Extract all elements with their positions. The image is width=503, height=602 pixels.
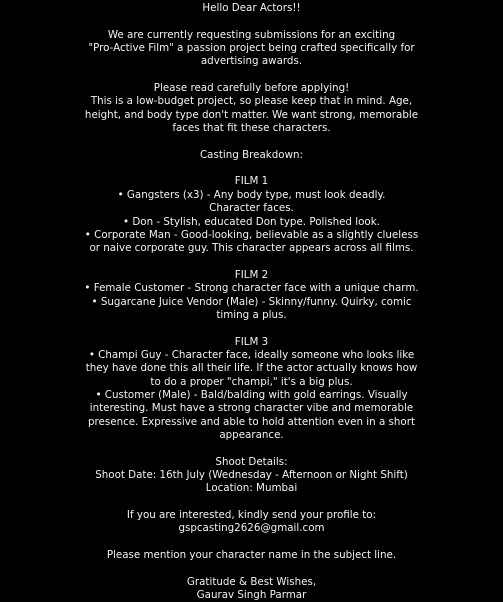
signoff-section bbox=[12, 576, 491, 602]
film-3-line: they have done this all their life. If the actor actually knows how bbox=[85, 362, 418, 375]
spacer bbox=[12, 536, 491, 549]
film-1-line: • Gangsters (x3) - Any body type, must look deadly. bbox=[117, 188, 386, 201]
subject-note: Please mention your character name in the subject line. bbox=[106, 549, 397, 562]
casting-heading: Casting Breakdown: bbox=[199, 148, 304, 161]
film-3-line: • Champi Guy - Character face, ideally someone who looks like bbox=[88, 348, 415, 361]
film-3-title: FILM 3 bbox=[234, 335, 269, 348]
notice-line: height, and body type don't matter. We want strong, memorable bbox=[84, 108, 419, 121]
spacer bbox=[12, 496, 491, 509]
spacer bbox=[12, 442, 491, 455]
shoot-location: Location: Mumbai bbox=[205, 482, 298, 495]
signoff-name: Gaurav Singh Parmar bbox=[196, 589, 307, 602]
film-2-line: timing a plus. bbox=[216, 308, 287, 321]
film-3-line: presence. Expressive and able to hold attention even in a short bbox=[88, 415, 415, 428]
spacer bbox=[12, 135, 491, 148]
spacer bbox=[12, 162, 491, 175]
film-1-line: • Don - Stylish, educated Don type. Polished look. bbox=[123, 215, 380, 228]
spacer bbox=[12, 562, 491, 575]
greeting: Hello Dear Actors!! bbox=[202, 2, 301, 14]
signoff-closing: Gratitude & Best Wishes, bbox=[186, 575, 317, 588]
intro-paragraph bbox=[12, 29, 491, 69]
intro-line: advertising awards. bbox=[200, 55, 303, 68]
notice-line: Please read carefully before applying! bbox=[153, 82, 350, 95]
shoot-details-section bbox=[12, 456, 491, 496]
intro-line: "Pro-Active Film" a passion project being crafted specifically for bbox=[88, 42, 415, 55]
film-2-line: • Female Customer - Strong character face with a unique charm. bbox=[84, 282, 419, 295]
film-1-section bbox=[12, 175, 491, 255]
spacer bbox=[12, 69, 491, 82]
notice-paragraph bbox=[12, 82, 491, 135]
film-2-line: • Sugarcane Juice Vendor (Male) - Skinny/funny. Quirky, comic bbox=[91, 295, 412, 308]
film-3-section bbox=[12, 336, 491, 443]
spacer bbox=[12, 322, 491, 335]
spacer bbox=[12, 15, 491, 28]
film-2-section bbox=[12, 269, 491, 322]
intro-line: We are currently requesting submissions for an exciting bbox=[107, 28, 396, 41]
film-1-title: FILM 1 bbox=[234, 175, 269, 188]
film-1-line: • Corporate Man - Good-looking, believable as a slightly clueless bbox=[84, 228, 419, 241]
notice-line: faces that fit these characters. bbox=[172, 122, 331, 135]
shoot-date: Shoot Date: 16th July (Wednesday - Afternoon or Night Shift) bbox=[95, 469, 408, 482]
film-3-line: appearance. bbox=[219, 429, 284, 441]
film-3-line: • Customer (Male) - Bald/balding with gold earrings. Visually bbox=[95, 388, 408, 401]
film-1-line: or naive corporate guy. This character appears across all films. bbox=[89, 242, 414, 255]
film-1-line: Character faces. bbox=[209, 202, 294, 215]
shoot-heading: Shoot Details: bbox=[215, 455, 288, 468]
film-3-line: to do a proper "champi," it's a big plus. bbox=[150, 375, 353, 388]
contact-email[interactable]: gspcasting2626@gmail.com bbox=[178, 522, 325, 535]
notice-line: This is a low-budget project, so please keep that in mind. Age, bbox=[90, 95, 413, 108]
contact-section bbox=[12, 509, 491, 536]
contact-line: If you are interested, kindly send your profile to: bbox=[126, 509, 377, 522]
film-2-title: FILM 2 bbox=[234, 268, 269, 281]
film-3-line: interesting. Must have a strong character vibe and memorable bbox=[89, 402, 414, 415]
spacer bbox=[12, 256, 491, 269]
